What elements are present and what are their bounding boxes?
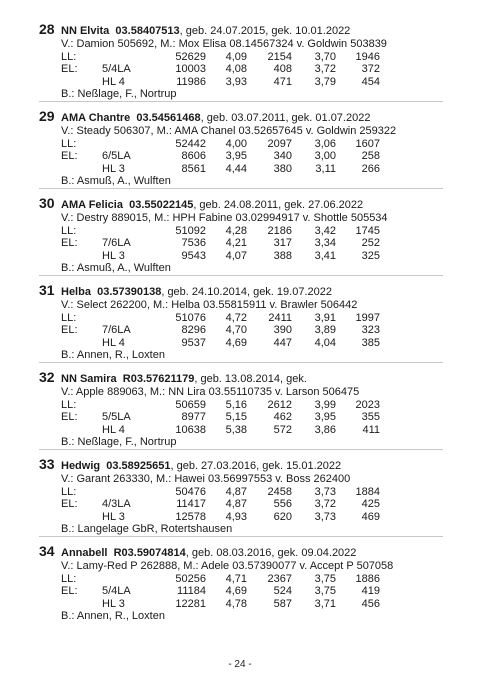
lactation-label: HL 3 xyxy=(102,249,125,262)
cow-list xyxy=(39,21,439,622)
fat-kg: 2411 xyxy=(268,311,292,324)
milk-kg: 50476 xyxy=(175,485,206,498)
row-label: EL: xyxy=(61,237,78,249)
milk-kg: 52442 xyxy=(175,137,206,150)
milk-kg: 50256 xyxy=(175,572,206,585)
milk-kg: 8561 xyxy=(181,162,206,175)
protein-kg: 1946 xyxy=(355,50,380,63)
fat-kg: 390 xyxy=(273,324,292,336)
lifetime-row xyxy=(61,225,439,238)
protein-percent: 3,91 xyxy=(314,311,336,324)
milk-kg: 12578 xyxy=(175,510,206,523)
entry-number: 31 xyxy=(39,282,55,298)
cow-name: Helba xyxy=(61,286,91,298)
fat-percent: 4,78 xyxy=(225,597,247,610)
row-label: LL: xyxy=(61,398,77,411)
protein-percent: 3,95 xyxy=(314,411,336,423)
fat-kg: 388 xyxy=(273,249,292,262)
milk-kg: 8977 xyxy=(181,411,206,423)
lifetime-row xyxy=(61,486,439,499)
first-lactation-row xyxy=(61,411,439,424)
row-label: EL: xyxy=(61,150,78,162)
registration-number: 03.54561468 xyxy=(136,112,201,124)
fat-kg: 2097 xyxy=(267,137,292,150)
fat-percent: 5,16 xyxy=(225,398,247,411)
milk-kg: 9537 xyxy=(181,336,206,349)
breeder: B.: Annen, R., Loxten xyxy=(61,610,165,622)
breeder-line xyxy=(61,88,439,101)
breeder: B.: Asmuß, A., Wulften xyxy=(61,175,171,187)
lactation-count: 4/3LA xyxy=(102,498,131,510)
milk-kg: 10638 xyxy=(175,423,206,436)
cow-entry xyxy=(39,282,439,361)
lactation-count: 5/5LA xyxy=(102,411,131,423)
pedigree: V.: Garant 263330, M.: Hawei 03.56997553 v. Boss 262400 xyxy=(61,473,351,485)
first-lactation-row xyxy=(61,498,439,511)
registration-number: 03.58407513 xyxy=(115,25,180,37)
entry-body xyxy=(61,560,439,623)
fat-kg: 447 xyxy=(273,336,292,349)
milk-kg: 11417 xyxy=(176,498,206,510)
protein-kg: 325 xyxy=(361,249,380,262)
cow-name: Annabell xyxy=(61,547,108,559)
fat-percent: 4,93 xyxy=(225,510,247,523)
entry-header xyxy=(39,109,439,125)
fat-kg: 340 xyxy=(273,150,292,162)
pedigree: V.: Select 262200, M.: Helba 03.55815911 v. Brawler 506442 xyxy=(61,299,358,311)
milk-kg: 11986 xyxy=(176,75,206,88)
fat-kg: 2186 xyxy=(267,224,292,237)
first-lactation-row xyxy=(61,150,439,163)
protein-percent: 3,73 xyxy=(314,485,336,498)
highest-lactation-row xyxy=(61,163,439,176)
protein-percent: 3,73 xyxy=(314,510,336,523)
pedigree: V.: Damion 505692, M.: Mox Elisa 08.14567324 v. Goldwin 503839 xyxy=(61,38,387,50)
breeder-line xyxy=(61,175,439,188)
breeder: B.: Neßlage, F., Nortrup xyxy=(61,88,177,100)
fat-kg: 2612 xyxy=(267,398,292,411)
protein-percent: 4,04 xyxy=(314,336,336,349)
entry-divider xyxy=(39,188,443,189)
cow-entry xyxy=(39,456,439,535)
cow-entry xyxy=(39,108,439,187)
lifetime-row xyxy=(61,138,439,151)
birth-calving-dates: , geb. 03.07.2011, gek. 01.07.2022 xyxy=(200,112,371,124)
protein-kg: 425 xyxy=(361,498,380,510)
protein-kg: 1884 xyxy=(355,485,380,498)
cow-entry xyxy=(39,543,439,622)
row-label: LL: xyxy=(61,485,77,498)
protein-kg: 419 xyxy=(361,585,380,597)
protein-kg: 385 xyxy=(361,336,380,349)
row-label: EL: xyxy=(61,585,78,597)
first-lactation-row xyxy=(61,585,439,598)
protein-kg: 2023 xyxy=(355,398,380,411)
cow-name: AMA Felicia xyxy=(61,199,123,211)
lactation-count: 7/6LA xyxy=(102,237,131,249)
entry-body xyxy=(61,125,439,188)
entry-body xyxy=(61,386,439,449)
protein-percent: 3,99 xyxy=(314,398,336,411)
highest-lactation-row xyxy=(61,598,439,611)
fat-percent: 4,69 xyxy=(225,585,247,597)
lactation-count: 7/6LA xyxy=(102,324,131,336)
fat-percent: 4,00 xyxy=(225,137,247,150)
protein-kg: 1745 xyxy=(355,224,380,237)
protein-kg: 454 xyxy=(361,75,380,88)
fat-kg: 380 xyxy=(273,162,292,175)
lactation-label: HL 4 xyxy=(102,75,125,88)
fat-percent: 4,21 xyxy=(225,237,247,249)
protein-percent: 3,71 xyxy=(314,597,336,610)
fat-percent: 4,28 xyxy=(225,224,247,237)
first-lactation-row xyxy=(61,63,439,76)
breeder-line xyxy=(61,610,439,623)
first-lactation-row xyxy=(61,324,439,337)
protein-kg: 1886 xyxy=(355,572,380,585)
pedigree-line xyxy=(61,386,439,399)
fat-percent: 4,72 xyxy=(225,311,247,324)
registration-number: 03.58925651 xyxy=(106,460,171,472)
fat-kg: 556 xyxy=(273,498,292,510)
lifetime-row xyxy=(61,573,439,586)
pedigree-line xyxy=(61,560,439,573)
fat-percent: 4,08 xyxy=(225,63,247,75)
registration-number: 03.57390138 xyxy=(97,286,162,298)
pedigree: V.: Apple 889063, M.: NN Lira 03.55110735 v. Larson 506475 xyxy=(61,386,360,398)
breeder-line xyxy=(61,262,439,275)
entry-divider xyxy=(39,536,443,537)
row-label: EL: xyxy=(61,411,78,423)
cow-name: Hedwig xyxy=(61,460,101,472)
fat-kg: 524 xyxy=(273,585,292,597)
protein-percent: 3,06 xyxy=(314,137,336,150)
milk-kg: 11184 xyxy=(177,585,206,597)
page-number: - 24 - xyxy=(228,659,252,670)
protein-kg: 469 xyxy=(361,510,380,523)
first-lactation-row xyxy=(61,237,439,250)
lactation-label: HL 4 xyxy=(102,423,125,436)
pedigree: V.: Lamy-Red P 262888, M.: Adele 03.57390077 v. Accept P 507058 xyxy=(61,560,394,572)
fat-kg: 2458 xyxy=(267,485,292,498)
breeder-line xyxy=(61,523,439,536)
fat-percent: 5,15 xyxy=(225,411,247,423)
lactation-count: 5/4LA xyxy=(102,585,131,597)
protein-kg: 252 xyxy=(361,237,380,249)
milk-kg: 51092 xyxy=(175,224,206,237)
lifetime-row xyxy=(61,312,439,325)
entry-divider xyxy=(39,449,443,450)
breeder: B.: Neßlage, F., Nortrup xyxy=(61,436,177,448)
protein-percent: 3,00 xyxy=(314,150,336,162)
protein-kg: 266 xyxy=(361,162,380,175)
milk-kg: 7536 xyxy=(181,237,206,249)
protein-kg: 456 xyxy=(361,597,380,610)
fat-kg: 2367 xyxy=(267,572,292,585)
protein-percent: 3,89 xyxy=(314,324,336,336)
cow-entry xyxy=(39,369,439,448)
entry-divider xyxy=(39,101,443,102)
highest-lactation-row xyxy=(61,424,439,437)
milk-kg: 12281 xyxy=(175,597,206,610)
entry-number: 32 xyxy=(39,369,55,385)
row-label: EL: xyxy=(61,63,78,75)
entry-header xyxy=(39,196,439,212)
protein-percent: 3,75 xyxy=(314,585,336,597)
breeder-line xyxy=(61,349,439,362)
entry-divider xyxy=(39,362,443,363)
breeder: B.: Langelage GbR, Rotertshausen xyxy=(61,523,233,535)
protein-kg: 355 xyxy=(361,411,380,423)
pedigree-line xyxy=(61,125,439,138)
birth-calving-dates: , geb. 24.10.2014, gek. 19.07.2022 xyxy=(161,286,332,298)
fat-percent: 4,44 xyxy=(225,162,247,175)
entry-number: 28 xyxy=(39,21,55,37)
fat-kg: 587 xyxy=(273,597,292,610)
pedigree-line xyxy=(61,38,439,51)
milk-kg: 52629 xyxy=(175,50,206,63)
breeder: B.: Annen, R., Loxten xyxy=(61,349,165,361)
pedigree-line xyxy=(61,212,439,225)
highest-lactation-row xyxy=(61,250,439,263)
protein-percent: 3,72 xyxy=(314,63,336,75)
protein-percent: 3,72 xyxy=(314,498,336,510)
entry-header xyxy=(39,22,439,38)
birth-calving-dates: , geb. 13.08.2014, gek. xyxy=(194,373,307,385)
milk-kg: 51076 xyxy=(175,311,206,324)
entry-number: 30 xyxy=(39,195,55,211)
lactation-label: HL 3 xyxy=(102,510,125,523)
registration-number: 03.55022145 xyxy=(129,199,194,211)
fat-kg: 408 xyxy=(273,63,292,75)
fat-percent: 4,09 xyxy=(225,50,247,63)
cow-entry xyxy=(39,195,439,274)
lactation-count: 6/5LA xyxy=(102,150,131,162)
protein-kg: 411 xyxy=(362,423,380,436)
pedigree-line xyxy=(61,473,439,486)
lactation-label: HL 3 xyxy=(102,597,125,610)
protein-percent: 3,41 xyxy=(314,249,336,262)
fat-percent: 4,87 xyxy=(225,485,247,498)
registration-number: R03.57621179 xyxy=(122,373,195,385)
cow-entry xyxy=(39,21,439,100)
birth-calving-dates: , geb. 08.03.2016, gek. 09.04.2022 xyxy=(185,547,357,559)
entry-number: 34 xyxy=(39,543,55,559)
breeder: B.: Asmuß, A., Wulften xyxy=(61,262,171,274)
protein-percent: 3,34 xyxy=(314,237,336,249)
protein-kg: 258 xyxy=(361,150,380,162)
fat-percent: 4,87 xyxy=(225,498,247,510)
milk-kg: 10003 xyxy=(175,63,206,75)
breeder-line xyxy=(61,436,439,449)
entry-header xyxy=(39,544,439,560)
entry-body xyxy=(61,299,439,362)
protein-percent: 3,86 xyxy=(314,423,336,436)
fat-kg: 471 xyxy=(273,75,292,88)
registration-number: R03.59074814 xyxy=(113,547,186,559)
entry-number: 29 xyxy=(39,108,55,124)
birth-calving-dates: , geb. 24.08.2011, gek. 27.06.2022 xyxy=(193,199,364,211)
entry-header xyxy=(39,457,439,473)
fat-percent: 4,70 xyxy=(225,324,247,336)
milk-kg: 8606 xyxy=(181,150,206,162)
fat-percent: 4,69 xyxy=(225,336,247,349)
cow-name: NN Samira xyxy=(61,373,117,385)
cow-name: NN Elvita xyxy=(61,25,110,37)
lactation-count: 5/4LA xyxy=(102,63,131,75)
entry-body xyxy=(61,473,439,536)
row-label: EL: xyxy=(61,498,78,510)
entry-body xyxy=(61,212,439,275)
milk-kg: 9543 xyxy=(181,249,206,262)
protein-kg: 1607 xyxy=(355,137,380,150)
cow-name: AMA Chantre xyxy=(61,112,131,124)
birth-calving-dates: , geb. 27.03.2016, gek. 15.01.2022 xyxy=(170,460,342,472)
protein-kg: 323 xyxy=(361,324,380,336)
row-label: LL: xyxy=(61,311,77,324)
entry-header xyxy=(39,283,439,299)
entry-number: 33 xyxy=(39,456,55,472)
entry-header xyxy=(39,370,439,386)
fat-kg: 572 xyxy=(273,423,292,436)
highest-lactation-row xyxy=(61,76,439,89)
pedigree: V.: Destry 889015, M.: HPH Fabine 03.02994917 v. Shottle 505534 xyxy=(61,212,388,224)
row-label: LL: xyxy=(61,50,77,63)
entry-body xyxy=(61,38,439,101)
fat-kg: 317 xyxy=(273,237,292,249)
fat-kg: 2154 xyxy=(267,50,292,63)
protein-kg: 1997 xyxy=(355,311,380,324)
entry-divider xyxy=(39,275,443,276)
protein-percent: 3,42 xyxy=(314,224,336,237)
highest-lactation-row xyxy=(61,511,439,524)
pedigree-line xyxy=(61,299,439,312)
fat-percent: 3,95 xyxy=(225,150,247,162)
milk-kg: 50659 xyxy=(175,398,206,411)
lactation-label: HL 3 xyxy=(102,162,125,175)
fat-percent: 3,93 xyxy=(225,75,247,88)
pedigree: V.: Steady 506307, M.: AMA Chanel 03.52657645 v. Goldwin 259322 xyxy=(61,125,397,137)
row-label: LL: xyxy=(61,137,77,150)
row-label: LL: xyxy=(61,572,77,585)
protein-percent: 3,79 xyxy=(314,75,336,88)
row-label: LL: xyxy=(61,224,77,237)
lifetime-row xyxy=(61,399,439,412)
fat-percent: 4,07 xyxy=(225,249,247,262)
lactation-label: HL 4 xyxy=(102,336,125,349)
fat-percent: 4,71 xyxy=(225,572,247,585)
fat-kg: 620 xyxy=(273,510,292,523)
protein-percent: 3,70 xyxy=(314,50,336,63)
row-label: EL: xyxy=(61,324,78,336)
birth-calving-dates: , geb. 24.07.2015, gek. 10.01.2022 xyxy=(179,25,351,37)
lifetime-row xyxy=(61,51,439,64)
protein-kg: 372 xyxy=(361,63,380,75)
highest-lactation-row xyxy=(61,337,439,350)
milk-kg: 8296 xyxy=(181,324,206,336)
fat-percent: 5,38 xyxy=(225,423,247,436)
protein-percent: 3,75 xyxy=(314,572,336,585)
fat-kg: 462 xyxy=(273,411,292,423)
protein-percent: 3,11 xyxy=(315,162,336,175)
